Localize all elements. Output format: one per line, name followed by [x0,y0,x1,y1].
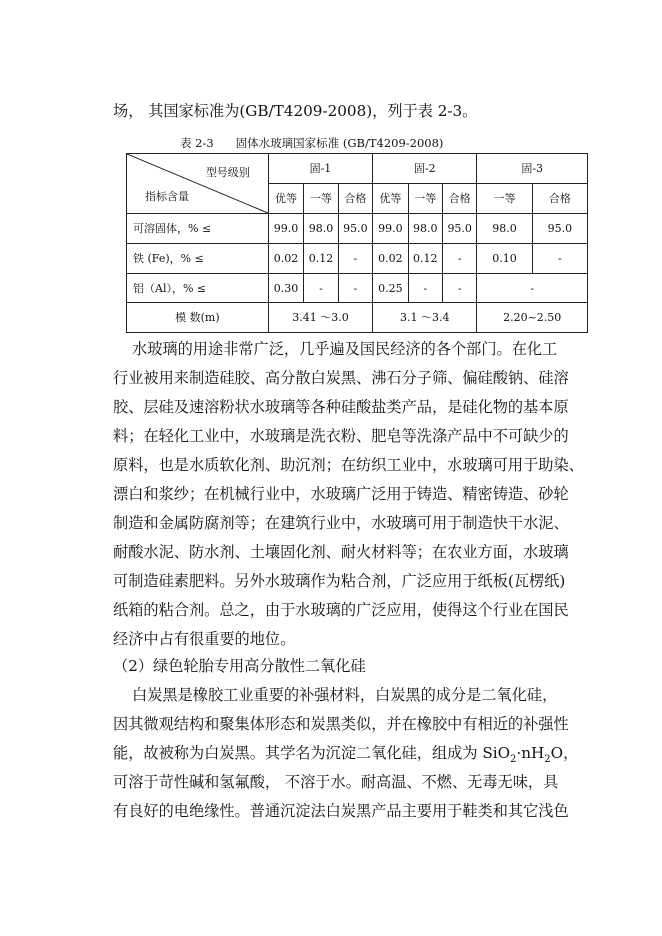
paragraph1-line: 耐酸水泥、防水剂、土壤固化剂、耐火材料等；在农业方面，水玻璃 [113,543,569,561]
table-cell: - [442,274,476,303]
paragraph2-line: 有良好的电绝缘性。普通沉淀法白炭黑产品主要用于鞋类和其它浅色 [113,802,569,820]
row-label: 铝（Al），% ≤ [127,274,269,303]
paragraph1-line: 经济中占有很重要的地位。 [113,630,296,648]
table-cell: 3.41 ～3.0 [268,303,372,333]
table-cell: 98.0 [477,214,532,244]
header-index-label: 指标含量 [145,190,189,203]
table-cell: 0.12 [408,244,442,274]
formula-text: O， [550,744,579,762]
table-corner-header [127,154,269,214]
table-cell: 98.0 [408,214,442,244]
table-cell: - [532,244,587,274]
table-title: 固体水玻璃国家标准 (GB/T4209-2008) [235,136,444,150]
grade-header: 合格 [338,184,372,214]
table-cell: 95.0 [338,214,372,244]
paragraph1-line: 原料，也是水质软化剂、助沉剂；在纺织工业中，水玻璃可用于助染、 [113,456,584,474]
table-cell: 2.20~2.50 [477,303,588,333]
table-cell: 0.25 [373,274,408,303]
row-label: 铁 (Fe)，% ≤ [127,244,269,274]
section-heading: （2）绿色轮胎专用高分散性二氧化硅 [113,657,366,675]
paragraph1-line: 制造和金属防腐剂等；在建筑行业中，水玻璃可用于制造快干水泥、 [113,514,569,532]
row-label: 可溶固体，% ≤ [127,214,269,244]
table-cell: 0.30 [268,274,303,303]
formula-text: ·nH [516,744,545,762]
group-header: 固-3 [477,154,588,184]
paragraph2-line: 可溶于苛性碱和氢氟酸， 不溶于水。耐高温、不燃、无毒无味，具 [113,773,559,791]
grade-header: 合格 [442,184,476,214]
group-header: 固-1 [268,154,372,184]
grade-header: 合格 [532,184,587,214]
table-cell: 0.02 [373,244,408,274]
diagonal-divider [127,154,268,213]
table-cell: 99.0 [268,214,303,244]
formula-subscript: 2 [510,754,517,766]
paragraph1-line: 水玻璃的用途非常广泛，几乎遍及国民经济的各个部门。在化工 [132,340,558,358]
paragraph1-line: 纸箱的粘合剂。总之，由于水玻璃的广泛应用，使得这个行业在国民 [113,601,569,619]
grade-header: 一等 [304,184,338,214]
grade-header: 优等 [268,184,303,214]
group-header: 固-2 [373,154,477,184]
grade-header: 优等 [373,184,408,214]
table-cell: 0.12 [304,244,338,274]
table-cell: - [442,244,476,274]
table-cell: 0.02 [268,244,303,274]
standard-table [126,153,588,333]
formula-text: 能，故被称为白炭黑。其学名为沉淀二氧化硅，组成为 SiO [113,744,511,762]
table-row [127,214,588,244]
table-row [127,274,588,303]
grade-header: 一等 [477,184,532,214]
table-cell: - [408,274,442,303]
paragraph1-line: 胶、层硅及速溶粉状水玻璃等各种硅酸盐类产品，是硅化物的基本原 [113,398,569,416]
table-cell: 3.1 ～3.4 [373,303,477,333]
table-cell: - [338,274,372,303]
formula-subscript: 2 [544,754,551,766]
header-grade-label: 型号级别 [205,166,250,179]
table-cell: - [304,274,338,303]
table-cell: 95.0 [442,214,476,244]
table-caption [180,135,443,151]
row-label: 模 数(m) [127,303,269,333]
table-cell: 95.0 [532,214,587,244]
table-cell: 98.0 [304,214,338,244]
paragraph1-line: 行业被用来制造硅胶、高分散白炭黑、沸石分子筛、偏硅酸钠、硅溶 [113,369,569,387]
table-cell: - [338,244,372,274]
table-cell: - [477,274,588,303]
paragraph1-line: 可制造硅素肥料。另外水玻璃作为粘合剂，广泛应用于纸板(瓦楞纸) [113,572,566,590]
table-cell: 99.0 [373,214,408,244]
table-row [127,303,588,333]
paragraph2-line [113,743,578,770]
paragraph1-line: 漂白和浆纱；在机械行业中，水玻璃广泛用于铸造、精密铸造、砂轮 [113,485,569,503]
grade-header: 一等 [408,184,442,214]
paragraph1-line: 料；在轻化工业中，水玻璃是洗衣粉、肥皂等洗涤产品中不可缺少的 [113,427,569,445]
paragraph2-line: 白炭黑是橡胶工业重要的补强材料，白炭黑的成分是二氧化硅， [132,686,558,704]
table-row [127,244,588,274]
intro-line: 场， 其国家标准为(GB/T4209-2008)，列于表 2-3。 [113,102,478,120]
table-number: 表 2-3 [180,136,214,150]
table-cell: 0.10 [477,244,532,274]
paragraph2-line: 因其微观结构和聚集体形态和炭黑类似，并在橡胶中有相近的补强性 [113,715,569,733]
